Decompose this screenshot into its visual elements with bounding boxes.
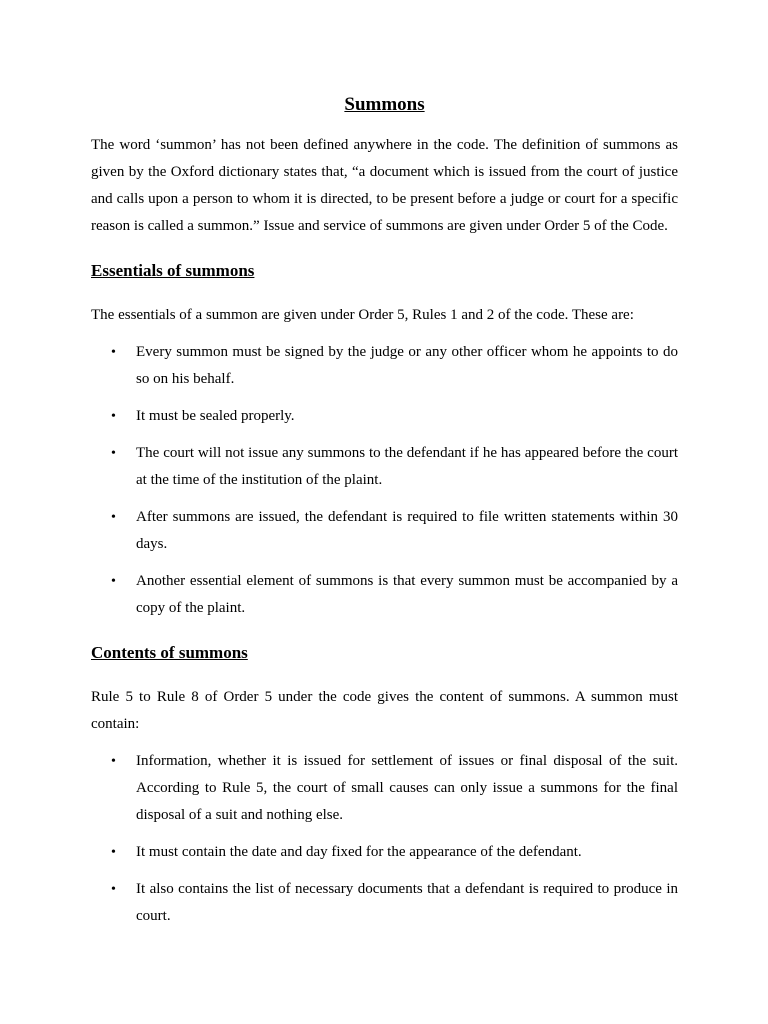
list-item: [91, 568, 678, 622]
bullet-icon: •: [111, 510, 116, 525]
list-item-text: Information, whether it is issued for settlement of issues or final disposal of the suit. According to Rule 5, the court of small causes can only issue a summons for the final disposal of a suit and nothing else.: [136, 753, 678, 823]
page-title: Summons: [344, 94, 425, 115]
contents-list: [91, 748, 678, 930]
bullet-icon: •: [111, 446, 116, 461]
contents-heading: Contents of summons: [91, 643, 248, 662]
list-item-text: It also contains the list of necessary documents that a defendant is required to produce in court.: [136, 881, 678, 924]
bullet-icon: •: [111, 882, 116, 897]
list-item-text: The court will not issue any summons to the defendant if he has appeared before the court at the time of the institution of the plaint.: [136, 445, 678, 488]
list-item: [91, 403, 678, 430]
list-item: [91, 440, 678, 494]
intro-paragraph: The word ‘summon’ has not been defined anywhere in the code. The definition of summons as given by the Oxford dictionary states that, “a document which is issued from the court of justice and calls upon a person to whom it is directed, to be present before a judge or court for a specific reason is called a summon.” Issue and service of summons are given under Order 5 of the Code.: [91, 137, 678, 234]
list-item-text: Every summon must be signed by the judge or any other officer whom he appoints to do so on his behalf.: [136, 344, 678, 387]
list-item-text: Another essential element of summons is that every summon must be accompanied by a copy of the plaint.: [136, 573, 678, 616]
list-item-text: After summons are issued, the defendant is required to file written statements within 30 days.: [136, 509, 678, 552]
bullet-icon: •: [111, 409, 116, 424]
essentials-heading: Essentials of summons: [91, 261, 255, 280]
bullet-icon: •: [111, 845, 116, 860]
list-item: [91, 748, 678, 829]
list-item: [91, 504, 678, 558]
essentials-list: [91, 339, 678, 622]
list-item: [91, 876, 678, 930]
essentials-intro: The essentials of a summon are given under Order 5, Rules 1 and 2 of the code. These are:: [91, 307, 634, 323]
list-item-text: It must contain the date and day fixed for the appearance of the defendant.: [136, 844, 582, 860]
bullet-icon: •: [111, 574, 116, 589]
list-item: [91, 339, 678, 393]
bullet-icon: •: [111, 345, 116, 360]
list-item: [91, 839, 678, 866]
list-item-text: It must be sealed properly.: [136, 408, 295, 424]
contents-intro: Rule 5 to Rule 8 of Order 5 under the code gives the content of summons. A summon must contain:: [91, 689, 678, 732]
bullet-icon: •: [111, 754, 116, 769]
